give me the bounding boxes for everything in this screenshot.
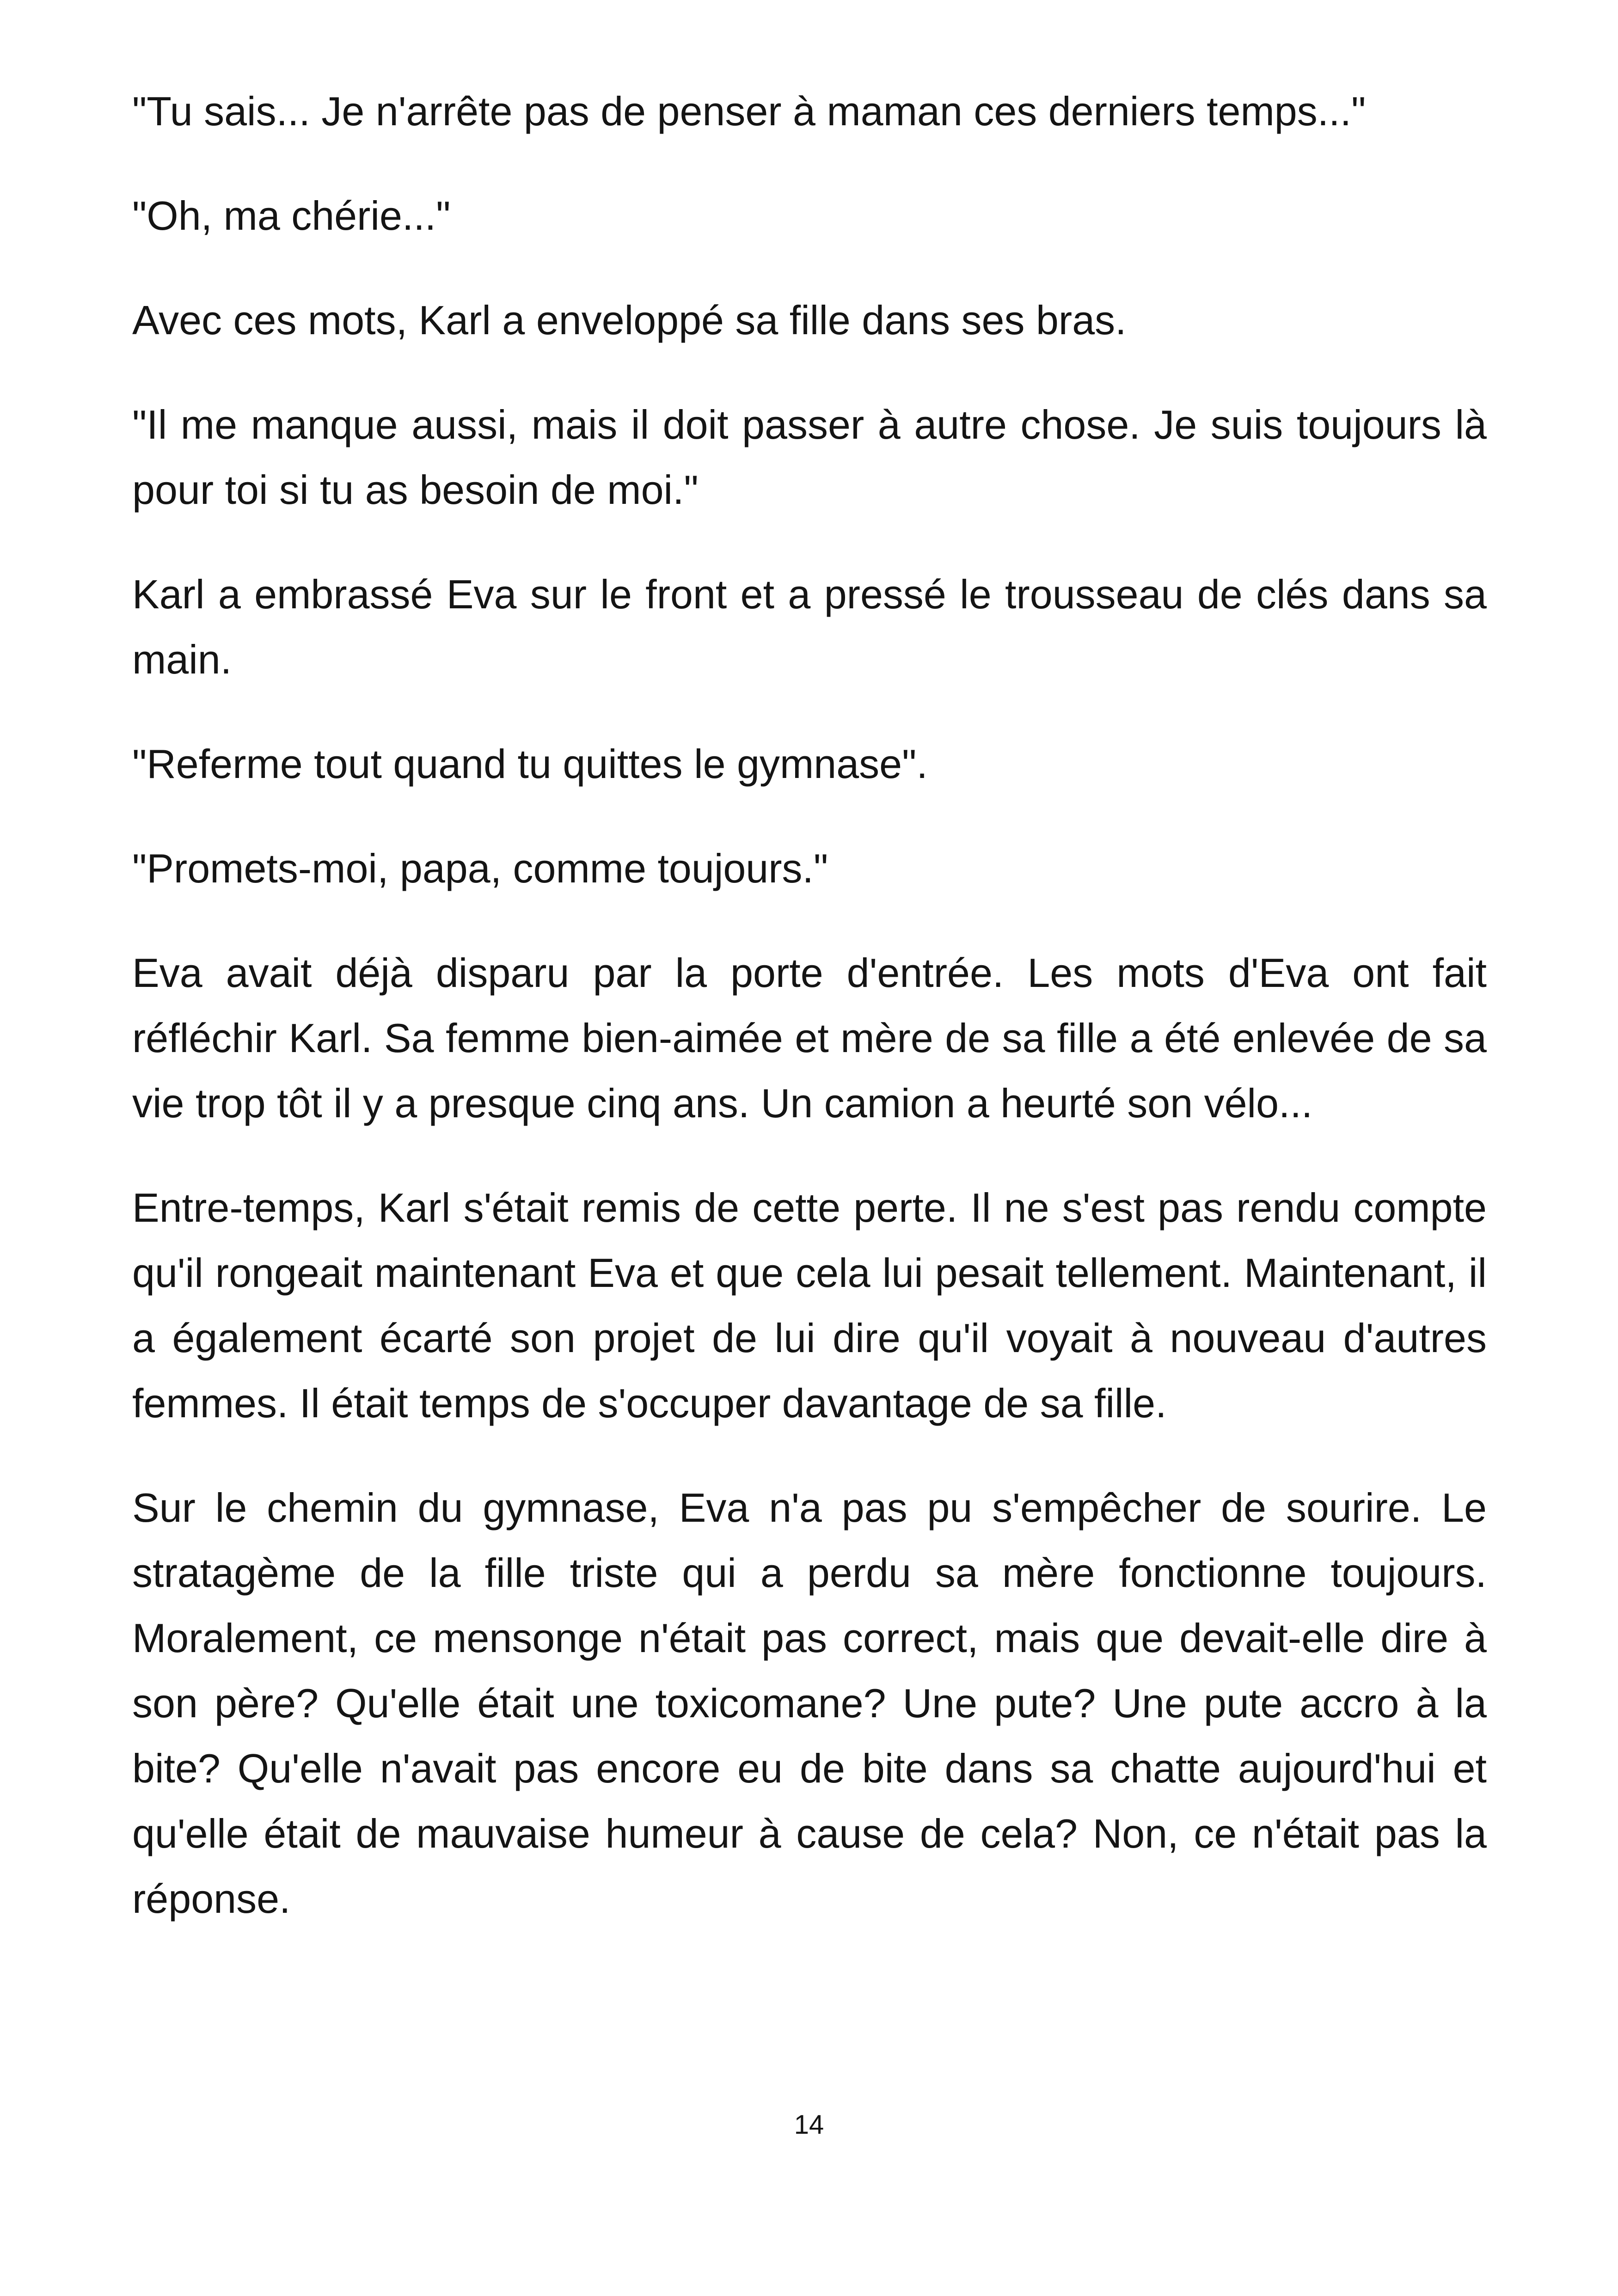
body-text <box>132 79 1487 1971</box>
paragraph: "Promets-moi, papa, comme toujours." <box>132 845 828 891</box>
paragraph: Eva avait déjà disparu par la porte d'entrée. Les mots d'Eva ont fait réfléchir Karl. Sa femme bien-aimée et mère de sa fille a été enlevée de sa vie trop tôt il y a presque cinq ans. Un camion a heurté son vélo... <box>132 950 1487 1126</box>
paragraph: "Il me manque aussi, mais il doit passer à autre chose. Je suis toujours là pour toi si tu as besoin de moi." <box>132 402 1487 513</box>
paragraph: "Referme tout quand tu quittes le gymnase". <box>132 741 928 787</box>
paragraph: Karl a embrassé Eva sur le front et a pressé le trousseau de clés dans sa main. <box>132 571 1487 682</box>
paragraph: Sur le chemin du gymnase, Eva n'a pas pu s'empêcher de sourire. Le stratagème de la fille triste qui a perdu sa mère fonctionne toujours. Moralement, ce mensonge n'était pas correct, mais que devait-elle dire à son père? Qu'elle était une toxicomane? Une pute? Une pute accro à la bite? Qu'elle n'avait pas encore eu de bite dans sa chatte aujourd'hui et qu'elle était de mauvaise humeur à cause de cela? Non, ce n'était pas la réponse. <box>132 1485 1487 1922</box>
paragraph: Entre-temps, Karl s'était remis de cette perte. Il ne s'est pas rendu compte qu'il rongeait maintenant Eva et que cela lui pesait tellement. Maintenant, il a également écarté son projet de lui dire qu'il voyait à nouveau d'autres femmes. Il était temps de s'occuper davantage de sa fille. <box>132 1185 1487 1426</box>
page-number: 14 <box>794 2110 824 2140</box>
paragraph: Avec ces mots, Karl a enveloppé sa fille dans ses bras. <box>132 297 1127 343</box>
paragraph: "Oh, ma chérie..." <box>132 193 451 239</box>
paragraph: "Tu sais... Je n'arrête pas de penser à maman ces derniers temps..." <box>132 88 1366 134</box>
